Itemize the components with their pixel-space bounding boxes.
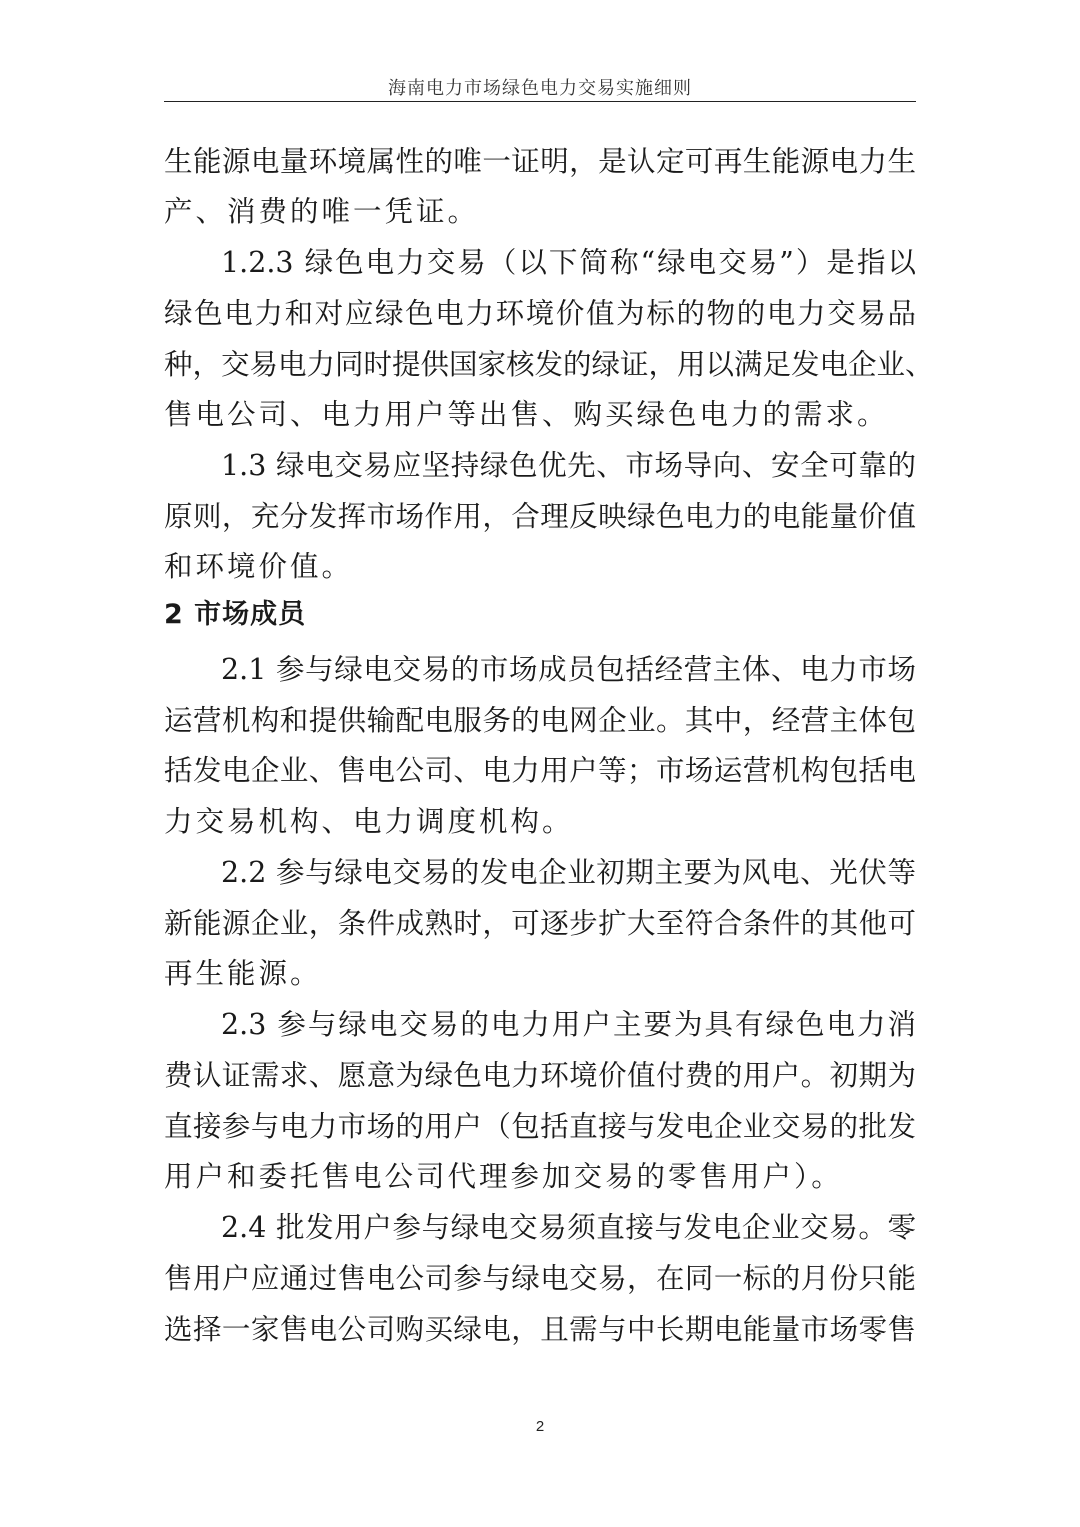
text-line: 用户和委托售电公司代理参加交易的零售用户）。 <box>164 1160 843 1193</box>
text-line: 产、消费的唯一凭证。 <box>164 195 480 228</box>
text-line: 售电公司、电力用户等出售、购买绿色电力的需求。 <box>164 398 889 431</box>
text-line: 2.1 参与绿电交易的市场成员包括经营主体、电力市场 <box>221 653 916 686</box>
text-line: 生能源电量环境属性的唯一证明，是认定可再生能源电力生 <box>164 145 916 178</box>
text-line: 2.3 参与绿电交易的电力用户主要为具有绿色电力消 <box>221 1008 916 1041</box>
text-line: 1.2.3 绿色电力交易（以下简称“绿电交易”）是指以 <box>221 246 916 279</box>
text-line: 绿色电力和对应绿色电力环境价值为标的物的电力交易品 <box>164 297 916 330</box>
text-line: 力交易机构、电力调度机构。 <box>164 805 574 838</box>
text-line: 运营机构和提供输配电服务的电网企业。其中，经营主体包 <box>164 704 916 737</box>
section-heading: 2 市场成员 <box>164 599 307 630</box>
page-number: 2 <box>535 1418 545 1435</box>
running-header: 海南电力市场绿色电力交易实施细则 <box>388 78 692 99</box>
text-line: 和环境价值。 <box>164 550 354 583</box>
text-line: 2.4 批发用户参与绿电交易须直接与发电企业交易。零 <box>221 1211 916 1244</box>
text-line: 原则，充分发挥市场作用，合理反映绿色电力的电能量价值 <box>164 500 916 533</box>
text-line: 2.2 参与绿电交易的发电企业初期主要为风电、光伏等 <box>221 856 916 889</box>
text-line: 直接参与电力市场的用户（包括直接与发电企业交易的批发 <box>164 1110 916 1143</box>
text-line: 种，交易电力同时提供国家核发的绿证，用以满足发电企业、 <box>164 348 934 381</box>
text-line: 售用户应通过售电公司参与绿电交易，在同一标的月份只能 <box>164 1262 916 1295</box>
header-divider <box>164 101 916 102</box>
text-line: 1.3 绿电交易应坚持绿色优先、市场导向、安全可靠的 <box>221 449 916 482</box>
text-line: 新能源企业，条件成熟时，可逐步扩大至符合条件的其他可 <box>164 907 916 940</box>
text-line: 括发电企业、售电公司、电力用户等；市场运营机构包括电 <box>164 754 916 787</box>
text-line: 再生能源。 <box>164 957 322 990</box>
text-line: 费认证需求、愿意为绿色电力环境价值付费的用户。初期为 <box>164 1059 916 1092</box>
text-line: 选择一家售电公司购买绿电，且需与中长期电能量市场零售 <box>164 1313 916 1346</box>
